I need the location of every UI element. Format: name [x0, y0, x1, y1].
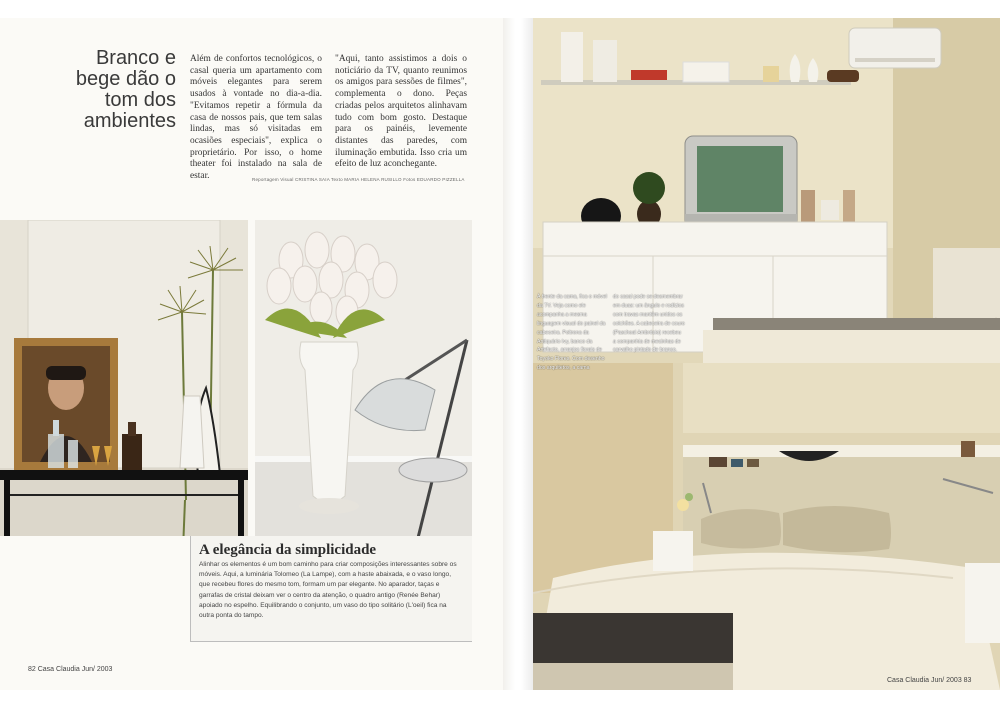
sidebar-box: [190, 536, 472, 642]
headline-line: bege dão o: [75, 68, 176, 90]
folio-right: Casa Claudia Jun/ 2003 83: [887, 677, 972, 684]
console-illustration: [0, 220, 248, 536]
sidebar-title: A elegância da simplicidade: [199, 542, 377, 558]
headline-line: Branco e: [95, 47, 176, 69]
photo-credits: Reportagem Visual CRISTINA SAIA Texto MARIA HELENA RUSILLO Fotos EDUARDO PIZZELLA: [252, 177, 465, 182]
headline-line: tom dos: [104, 89, 176, 111]
vase-lamp-photo: [255, 220, 472, 536]
caption-part-1: À frente da cama, fica o móvel da TV. Veja como ele acompanha a mesma linguagem visual do painel da cabeceira. Poltrona da Antiquário Ivy, banco da Artefacto, arranjos florais de Toyoko Flores. Com desenho dos arquitetos, a cama: [537, 294, 608, 372]
bedroom-photo: [533, 363, 1000, 690]
folio-left: 82 Casa Claudia Jun/ 2003: [28, 666, 113, 673]
body-column-1: Além de confortos tecnológicos, o casal queria um apartamento com móveis elegantes para serem usados à vontade no dia-a-dia. "Evitamos repetir a fórmula da casa de nossos pais, que tem salas lindas, mas só visitadas em ocasiões especiais", explica o proprietário. Por isso, o home theater foi instalado na sala de estar.: [190, 54, 322, 182]
body-column-2: "Aqui, tanto assistimos a dois o noticiário da TV, quanto reunimos os amigos para sessões de filmes", complementa o dono. Peças criadas pelos arquitetos alinhavam tudo com bom gosto. Destaque para os painéis, levemente distantes das paredes, com iluminação embutida. Isso cria um efeito de luz aconchegante.: [335, 54, 467, 170]
sidebar-text: Alinhar os elementos é um bom caminho para criar composições interessantes sobre os móveis. Aqui, a luminária Tolomeo (La Lampe), com a haste abaixada, e o vaso longo, que recebeu flores do mesmo tom, formam um par elegante. No aparador, taças e garrafas de cristal deixam ver o centro da atenção, o quadro antigo (Renée Behar) apoiado no espelho. Equilibrando o conjunto, um vaso do tipo solitário (L'oeil) fica na outra ponta do tampo.: [199, 561, 457, 620]
headline: [66, 48, 176, 132]
vase-illustration: [255, 220, 472, 536]
headline-line: ambientes: [83, 110, 176, 132]
caption-part-2: do casal pode se desmembrar em duas: um ângulo e rodízios com travas mantêm unidos os colchões. A cabeceira de couro (Paschoal Ambrósio) recebeu a companhia de mesinhas de carvalho pintado de branco.: [613, 294, 685, 354]
page-gutter: [503, 18, 533, 690]
bedroom-illustration: [533, 363, 1000, 690]
console-photo: [0, 220, 248, 536]
